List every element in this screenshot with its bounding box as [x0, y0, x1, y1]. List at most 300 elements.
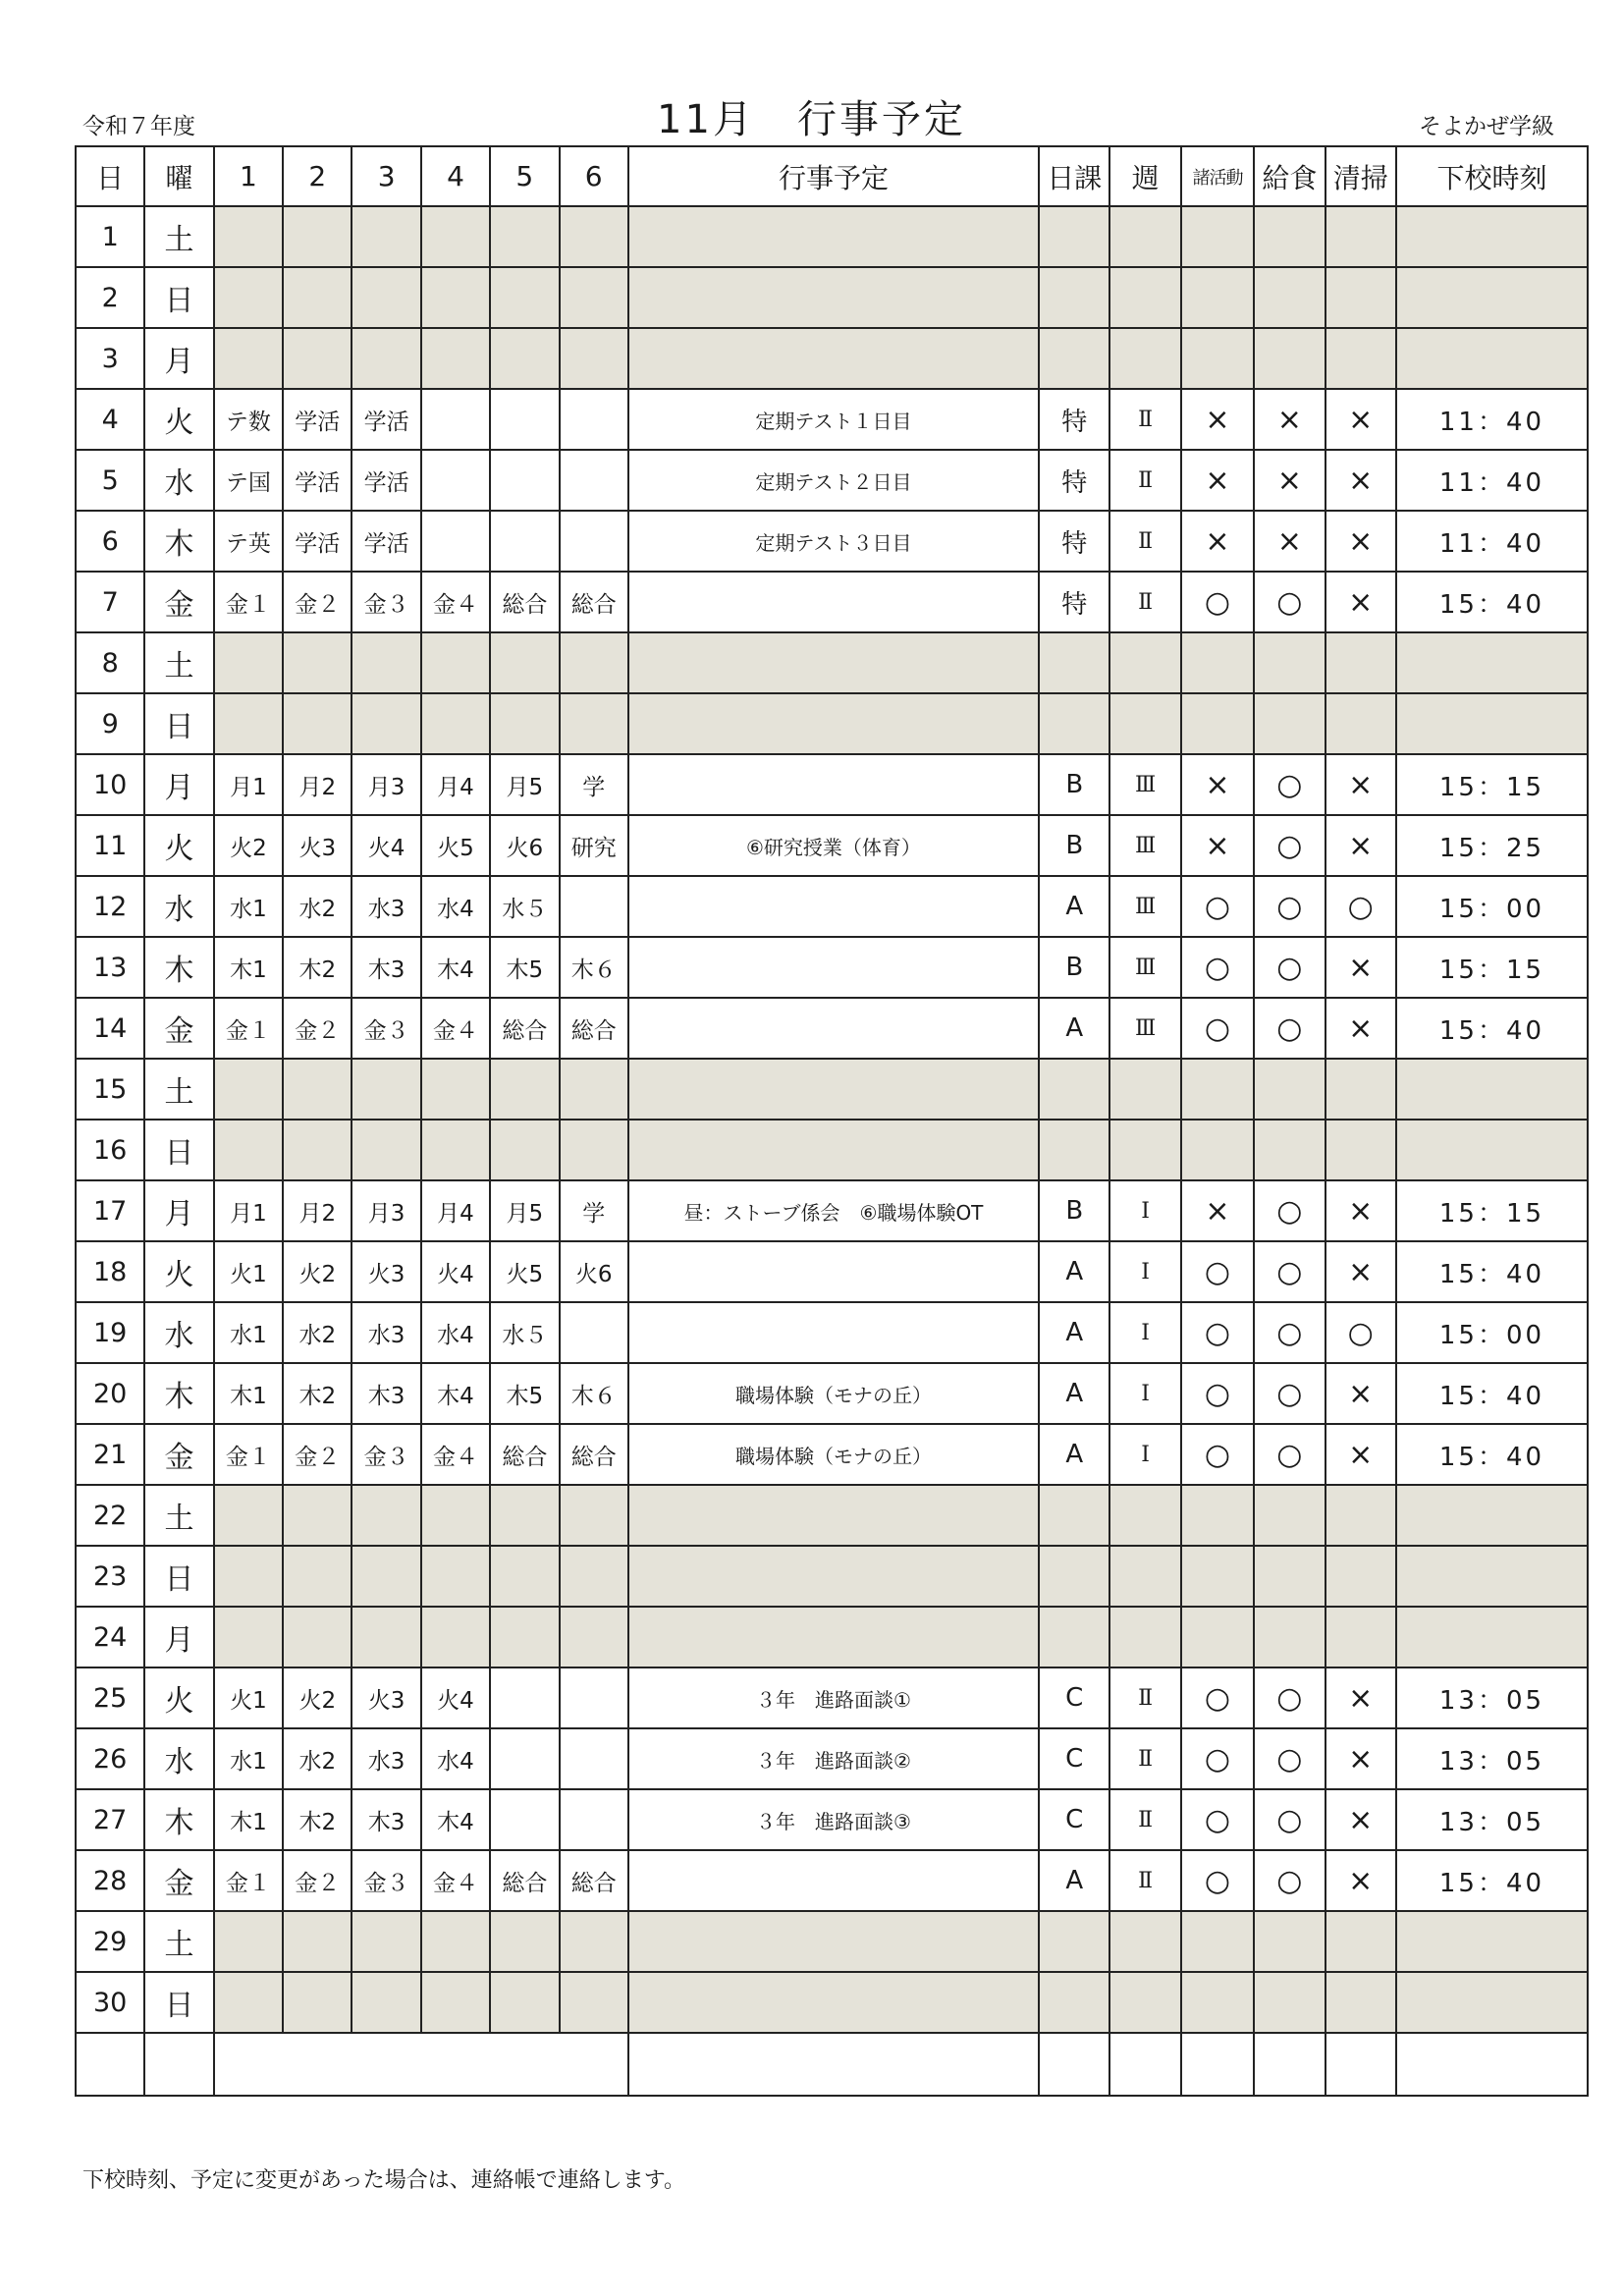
- period-cell: [283, 267, 352, 328]
- period-cell: [490, 1546, 559, 1607]
- period-cell: 火4: [352, 815, 420, 876]
- col-header-period-5: 5: [490, 146, 559, 206]
- nikka-cell: [1039, 1059, 1109, 1120]
- period-cell: [421, 511, 490, 572]
- nikka-cell: A: [1039, 876, 1109, 937]
- period-cell: 木2: [283, 937, 352, 998]
- cleaning-cell: ×: [1325, 998, 1396, 1059]
- weekday-cell: 木: [144, 937, 213, 998]
- nikka-cell: 特: [1039, 572, 1109, 632]
- table-row: [76, 1546, 1588, 1607]
- period-cell: 水4: [421, 1302, 490, 1363]
- period-cell: [490, 1789, 559, 1850]
- period-cell: [214, 328, 283, 389]
- period-cell: [283, 1972, 352, 2033]
- week-cell: Ⅲ: [1109, 754, 1180, 815]
- day-cell: 24: [76, 1607, 144, 1667]
- day-cell: 6: [76, 511, 144, 572]
- period-cell: [214, 632, 283, 693]
- period-cell: 火5: [421, 815, 490, 876]
- period-cell: [421, 632, 490, 693]
- period-cell: [490, 632, 559, 693]
- day-cell: 17: [76, 1180, 144, 1241]
- period-cell: 火5: [490, 1241, 559, 1302]
- lunch-cell: ○: [1254, 1667, 1325, 1728]
- period-cell: [560, 1059, 628, 1120]
- period-cell: [421, 693, 490, 754]
- cleaning-cell: [1325, 1120, 1396, 1180]
- dismissal-time-cell: [1396, 1546, 1588, 1607]
- period-cell: 月2: [283, 1180, 352, 1241]
- lunch-cell: ○: [1254, 1728, 1325, 1789]
- event-cell: [628, 876, 1039, 937]
- period-cell: 水3: [352, 1728, 420, 1789]
- event-cell: 職場体験（モナの丘）: [628, 1363, 1039, 1424]
- cleaning-cell: ×: [1325, 815, 1396, 876]
- cleaning-cell: ×: [1325, 511, 1396, 572]
- event-cell: [628, 1485, 1039, 1546]
- dismissal-time-cell: [1396, 328, 1588, 389]
- lunch-cell: ○: [1254, 1363, 1325, 1424]
- lunch-cell: ○: [1254, 1789, 1325, 1850]
- dismissal-time-cell: 15：40: [1396, 1363, 1588, 1424]
- cleaning-cell: [1325, 206, 1396, 267]
- period-cell: 金２: [283, 998, 352, 1059]
- period-cell: [560, 389, 628, 450]
- period-cell: 木4: [421, 937, 490, 998]
- weekday-cell: 土: [144, 1485, 213, 1546]
- day-cell: 29: [76, 1911, 144, 1972]
- period-cell: [490, 1972, 559, 2033]
- day-cell: 27: [76, 1789, 144, 1850]
- period-cell: [283, 1120, 352, 1180]
- period-cell: [560, 1667, 628, 1728]
- period-cell: 総合: [490, 1424, 559, 1485]
- table-row: [76, 1059, 1588, 1120]
- period-cell: 木６: [560, 1363, 628, 1424]
- weekday-cell: 金: [144, 1850, 213, 1911]
- week-cell: Ⅱ: [1109, 1850, 1180, 1911]
- period-cell: [490, 389, 559, 450]
- period-cell: [490, 1911, 559, 1972]
- week-cell: Ⅰ: [1109, 1424, 1180, 1485]
- day-cell: 3: [76, 328, 144, 389]
- day-cell: 25: [76, 1667, 144, 1728]
- weekday-cell: 日: [144, 267, 213, 328]
- weekday-cell: 火: [144, 389, 213, 450]
- period-cell: [421, 1059, 490, 1120]
- day-cell: 1: [76, 206, 144, 267]
- period-cell: 月2: [283, 754, 352, 815]
- lunch-cell: [1254, 1607, 1325, 1667]
- period-cell: [421, 389, 490, 450]
- period-cell: 木3: [352, 937, 420, 998]
- lunch-cell: [1254, 1059, 1325, 1120]
- lunch-cell: ○: [1254, 1424, 1325, 1485]
- lunch-cell: [1254, 1972, 1325, 2033]
- event-cell: [628, 1546, 1039, 1607]
- event-cell: [628, 328, 1039, 389]
- period-cell: [560, 1546, 628, 1607]
- blank-row: [76, 2033, 1588, 2096]
- period-cell: 金４: [421, 1850, 490, 1911]
- dismissal-time-cell: 15：25: [1396, 815, 1588, 876]
- activities-cell: ○: [1181, 572, 1254, 632]
- col-header-period-2: 2: [283, 146, 352, 206]
- dismissal-time-cell: 15：00: [1396, 1302, 1588, 1363]
- blank-cell: [1325, 2033, 1396, 2096]
- weekday-cell: 金: [144, 998, 213, 1059]
- activities-cell: [1181, 693, 1254, 754]
- table-row: [76, 206, 1588, 267]
- week-cell: Ⅱ: [1109, 1667, 1180, 1728]
- period-cell: [214, 1546, 283, 1607]
- weekday-cell: 土: [144, 1059, 213, 1120]
- activities-cell: [1181, 1059, 1254, 1120]
- table-row: [76, 632, 1588, 693]
- table-row: [76, 815, 1588, 876]
- day-cell: 30: [76, 1972, 144, 2033]
- col-header-dismissal: 下校時刻: [1396, 146, 1588, 206]
- period-cell: 水５: [490, 1302, 559, 1363]
- weekday-cell: 火: [144, 1667, 213, 1728]
- activities-cell: ×: [1181, 511, 1254, 572]
- period-cell: 月5: [490, 754, 559, 815]
- week-cell: Ⅱ: [1109, 511, 1180, 572]
- activities-cell: ×: [1181, 754, 1254, 815]
- activities-cell: ×: [1181, 815, 1254, 876]
- period-cell: 木1: [214, 937, 283, 998]
- table-row: [76, 1485, 1588, 1546]
- week-cell: Ⅱ: [1109, 389, 1180, 450]
- col-header-nikka: 日課: [1039, 146, 1109, 206]
- table-row: [76, 450, 1588, 511]
- week-cell: Ⅱ: [1109, 1728, 1180, 1789]
- week-cell: Ⅱ: [1109, 572, 1180, 632]
- nikka-cell: C: [1039, 1789, 1109, 1850]
- cleaning-cell: ○: [1325, 1302, 1396, 1363]
- schedule-table: [75, 145, 1589, 2097]
- period-cell: [214, 1485, 283, 1546]
- day-cell: 28: [76, 1850, 144, 1911]
- activities-cell: [1181, 328, 1254, 389]
- period-cell: [490, 1667, 559, 1728]
- weekday-cell: 火: [144, 1241, 213, 1302]
- activities-cell: [1181, 1911, 1254, 1972]
- col-header-weekday: 曜: [144, 146, 213, 206]
- lunch-cell: [1254, 693, 1325, 754]
- lunch-cell: ○: [1254, 754, 1325, 815]
- week-cell: [1109, 267, 1180, 328]
- period-cell: 月4: [421, 754, 490, 815]
- lunch-cell: [1254, 1911, 1325, 1972]
- period-cell: [352, 693, 420, 754]
- weekday-cell: 土: [144, 206, 213, 267]
- period-cell: [352, 1485, 420, 1546]
- period-cell: [421, 206, 490, 267]
- day-cell: 26: [76, 1728, 144, 1789]
- activities-cell: [1181, 632, 1254, 693]
- event-cell: ３年 進路面談③: [628, 1789, 1039, 1850]
- period-cell: [421, 328, 490, 389]
- lunch-cell: ○: [1254, 937, 1325, 998]
- dismissal-time-cell: 15：00: [1396, 876, 1588, 937]
- period-cell: [490, 511, 559, 572]
- event-cell: ３年 進路面談②: [628, 1728, 1039, 1789]
- lunch-cell: ○: [1254, 998, 1325, 1059]
- activities-cell: ○: [1181, 1789, 1254, 1850]
- event-cell: [628, 1850, 1039, 1911]
- table-row: [76, 876, 1588, 937]
- period-cell: 月5: [490, 1180, 559, 1241]
- week-cell: [1109, 1485, 1180, 1546]
- nikka-cell: [1039, 1120, 1109, 1180]
- day-cell: 14: [76, 998, 144, 1059]
- dismissal-time-cell: 15：15: [1396, 1180, 1588, 1241]
- day-cell: 21: [76, 1424, 144, 1485]
- event-cell: [628, 693, 1039, 754]
- day-cell: 12: [76, 876, 144, 937]
- period-cell: [560, 1120, 628, 1180]
- lunch-cell: [1254, 206, 1325, 267]
- event-cell: 定期テスト１日目: [628, 389, 1039, 450]
- period-cell: [214, 1607, 283, 1667]
- table-row: [76, 1667, 1588, 1728]
- dismissal-time-cell: 15：15: [1396, 754, 1588, 815]
- day-cell: 5: [76, 450, 144, 511]
- lunch-cell: ○: [1254, 572, 1325, 632]
- period-cell: 火1: [214, 1241, 283, 1302]
- table-row: [76, 1424, 1588, 1485]
- weekday-cell: 月: [144, 1180, 213, 1241]
- period-cell: 金３: [352, 572, 420, 632]
- period-cell: 火2: [283, 1241, 352, 1302]
- lunch-cell: ○: [1254, 1180, 1325, 1241]
- period-cell: [490, 328, 559, 389]
- weekday-cell: 水: [144, 1302, 213, 1363]
- period-cell: 火3: [283, 815, 352, 876]
- period-cell: [214, 1972, 283, 2033]
- weekday-cell: 木: [144, 1363, 213, 1424]
- cleaning-cell: [1325, 632, 1396, 693]
- period-cell: 金３: [352, 1424, 420, 1485]
- day-cell: 22: [76, 1485, 144, 1546]
- nikka-cell: 特: [1039, 450, 1109, 511]
- period-cell: 総合: [560, 998, 628, 1059]
- period-cell: 総合: [490, 572, 559, 632]
- dismissal-time-cell: 11：40: [1396, 450, 1588, 511]
- day-cell: 11: [76, 815, 144, 876]
- activities-cell: [1181, 267, 1254, 328]
- nikka-cell: A: [1039, 1424, 1109, 1485]
- weekday-cell: 金: [144, 1424, 213, 1485]
- cleaning-cell: ×: [1325, 572, 1396, 632]
- activities-cell: [1181, 1120, 1254, 1180]
- day-cell: 10: [76, 754, 144, 815]
- period-cell: [560, 693, 628, 754]
- cleaning-cell: ×: [1325, 1241, 1396, 1302]
- period-cell: [490, 206, 559, 267]
- dismissal-time-cell: [1396, 1059, 1588, 1120]
- nikka-cell: A: [1039, 1363, 1109, 1424]
- lunch-cell: [1254, 328, 1325, 389]
- period-cell: 木4: [421, 1789, 490, 1850]
- day-cell: 18: [76, 1241, 144, 1302]
- period-cell: 総合: [560, 1424, 628, 1485]
- period-cell: 金１: [214, 572, 283, 632]
- day-cell: 16: [76, 1120, 144, 1180]
- blank-cell: [1039, 2033, 1109, 2096]
- dismissal-time-cell: 15：40: [1396, 998, 1588, 1059]
- cleaning-cell: ×: [1325, 1667, 1396, 1728]
- period-cell: [560, 206, 628, 267]
- dismissal-time-cell: 13：05: [1396, 1789, 1588, 1850]
- week-cell: Ⅲ: [1109, 876, 1180, 937]
- nikka-cell: C: [1039, 1667, 1109, 1728]
- activities-cell: ○: [1181, 1363, 1254, 1424]
- period-cell: テ国: [214, 450, 283, 511]
- period-cell: 水2: [283, 1302, 352, 1363]
- nikka-cell: B: [1039, 815, 1109, 876]
- nikka-cell: [1039, 693, 1109, 754]
- event-cell: ⑥研究授業（体育）: [628, 815, 1039, 876]
- period-cell: 水2: [283, 1728, 352, 1789]
- event-cell: 昼：ストーブ係会 ⑥職場体験OT: [628, 1180, 1039, 1241]
- dismissal-time-cell: [1396, 1607, 1588, 1667]
- week-cell: [1109, 1607, 1180, 1667]
- period-cell: 金１: [214, 1850, 283, 1911]
- period-cell: [352, 206, 420, 267]
- period-cell: [421, 1120, 490, 1180]
- period-cell: [352, 1059, 420, 1120]
- table-row: [76, 937, 1588, 998]
- period-cell: 金４: [421, 998, 490, 1059]
- period-cell: 金４: [421, 1424, 490, 1485]
- lunch-cell: ○: [1254, 1850, 1325, 1911]
- nikka-cell: B: [1039, 754, 1109, 815]
- blank-cell: [76, 2033, 144, 2096]
- period-cell: 月4: [421, 1180, 490, 1241]
- period-cell: 水５: [490, 876, 559, 937]
- period-cell: 火6: [560, 1241, 628, 1302]
- table-row: [76, 267, 1588, 328]
- period-cell: [490, 450, 559, 511]
- activities-cell: [1181, 1607, 1254, 1667]
- period-cell: 火6: [490, 815, 559, 876]
- col-header-activities: 諸活動: [1181, 146, 1254, 206]
- period-cell: 学活: [283, 511, 352, 572]
- period-cell: [214, 206, 283, 267]
- period-cell: [560, 328, 628, 389]
- event-cell: [628, 1241, 1039, 1302]
- lunch-cell: [1254, 1120, 1325, 1180]
- period-cell: [560, 1728, 628, 1789]
- col-header-period-4: 4: [421, 146, 490, 206]
- period-cell: [560, 267, 628, 328]
- dismissal-time-cell: 15：40: [1396, 1424, 1588, 1485]
- period-cell: [283, 1059, 352, 1120]
- period-cell: 学活: [352, 389, 420, 450]
- event-cell: [628, 1607, 1039, 1667]
- period-cell: 月3: [352, 754, 420, 815]
- cleaning-cell: ×: [1325, 1180, 1396, 1241]
- week-cell: [1109, 1546, 1180, 1607]
- week-cell: Ⅱ: [1109, 1789, 1180, 1850]
- table-row: [76, 754, 1588, 815]
- period-cell: 月1: [214, 754, 283, 815]
- blank-cell: [214, 2033, 628, 2096]
- period-cell: [490, 1059, 559, 1120]
- weekday-cell: 日: [144, 1546, 213, 1607]
- lunch-cell: [1254, 267, 1325, 328]
- dismissal-time-cell: 15：40: [1396, 1850, 1588, 1911]
- cleaning-cell: [1325, 328, 1396, 389]
- blank-cell: [628, 2033, 1039, 2096]
- lunch-cell: [1254, 1485, 1325, 1546]
- cleaning-cell: [1325, 693, 1396, 754]
- period-cell: 金４: [421, 572, 490, 632]
- period-cell: 木2: [283, 1363, 352, 1424]
- activities-cell: ○: [1181, 937, 1254, 998]
- period-cell: 研究: [560, 815, 628, 876]
- lunch-cell: ×: [1254, 389, 1325, 450]
- nikka-cell: A: [1039, 1241, 1109, 1302]
- period-cell: 金２: [283, 1424, 352, 1485]
- period-cell: 水3: [352, 876, 420, 937]
- cleaning-cell: ×: [1325, 1850, 1396, 1911]
- period-cell: 火1: [214, 1667, 283, 1728]
- activities-cell: ○: [1181, 876, 1254, 937]
- cleaning-cell: ×: [1325, 1424, 1396, 1485]
- class-name: そよかぜ学級: [1419, 114, 1554, 139]
- event-cell: 定期テスト２日目: [628, 450, 1039, 511]
- period-cell: [421, 1546, 490, 1607]
- table-row: [76, 1302, 1588, 1363]
- nikka-cell: 特: [1039, 511, 1109, 572]
- period-cell: 木1: [214, 1789, 283, 1850]
- cleaning-cell: [1325, 1485, 1396, 1546]
- col-header-week: 週: [1109, 146, 1180, 206]
- weekday-cell: 水: [144, 450, 213, 511]
- period-cell: 学: [560, 1180, 628, 1241]
- period-cell: [283, 206, 352, 267]
- period-cell: [421, 1485, 490, 1546]
- nikka-cell: A: [1039, 1850, 1109, 1911]
- lunch-cell: [1254, 632, 1325, 693]
- col-header-day: 日: [76, 146, 144, 206]
- dismissal-time-cell: [1396, 206, 1588, 267]
- activities-cell: ×: [1181, 450, 1254, 511]
- period-cell: [283, 632, 352, 693]
- period-cell: [560, 450, 628, 511]
- period-cell: 月1: [214, 1180, 283, 1241]
- day-cell: 20: [76, 1363, 144, 1424]
- cleaning-cell: ×: [1325, 937, 1396, 998]
- period-cell: [560, 632, 628, 693]
- day-cell: 7: [76, 572, 144, 632]
- period-cell: [421, 267, 490, 328]
- cleaning-cell: [1325, 1911, 1396, 1972]
- event-cell: 定期テスト３日目: [628, 511, 1039, 572]
- event-cell: [628, 267, 1039, 328]
- nikka-cell: [1039, 1546, 1109, 1607]
- weekday-cell: 日: [144, 1972, 213, 2033]
- day-cell: 23: [76, 1546, 144, 1607]
- period-cell: [421, 1972, 490, 2033]
- dismissal-time-cell: 13：05: [1396, 1728, 1588, 1789]
- period-cell: [560, 511, 628, 572]
- event-cell: [628, 1120, 1039, 1180]
